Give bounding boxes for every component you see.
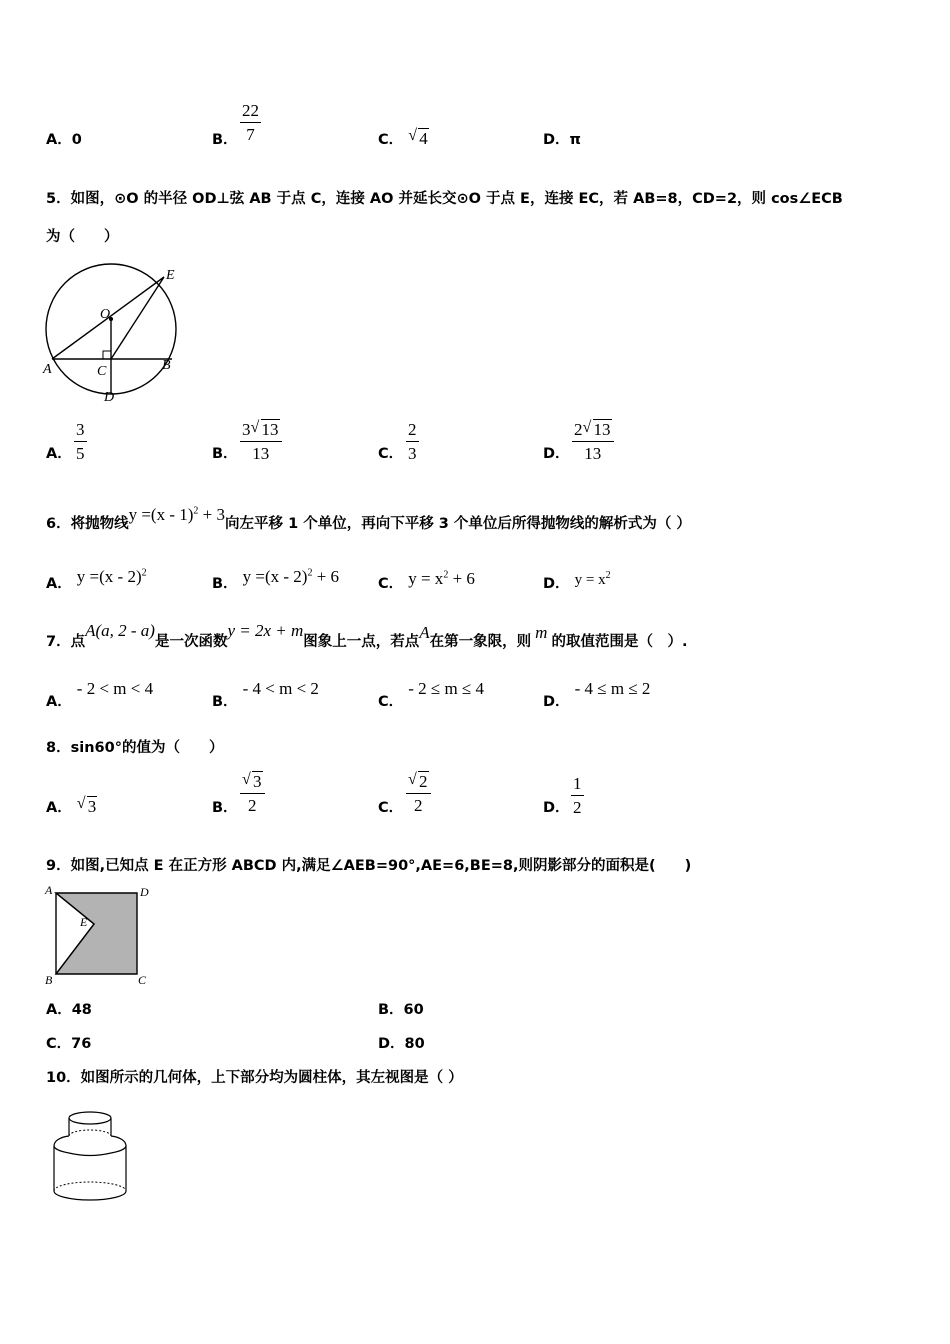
option-label: A．: [46, 132, 72, 148]
q9-option-c[interactable]: C．76: [46, 1036, 92, 1052]
q9-option-d[interactable]: D．80: [378, 1036, 425, 1052]
base-top-back-left: [54, 1136, 69, 1146]
sqrt-expression: √ 3: [76, 795, 97, 816]
label-c: C: [138, 973, 147, 987]
numerator: √ 3: [240, 772, 265, 794]
q10-cylinder-figure: [48, 1106, 132, 1208]
q6-option-a[interactable]: A． y =(x - 2)$^2$: [46, 567, 147, 592]
numerator: 3: [74, 420, 87, 442]
numerator: 1: [571, 774, 584, 796]
q8-option-b-fraction: [240, 772, 265, 816]
q8-option-a[interactable]: A． √ 3: [46, 795, 97, 816]
denominator: 13: [252, 444, 270, 463]
label-b: B: [162, 358, 171, 373]
q5-stem-line2: 为（ ）: [46, 229, 119, 245]
q5-option-d-label[interactable]: D．: [543, 446, 570, 462]
q4-option-b-fraction: [240, 101, 261, 145]
label-o: O: [100, 307, 111, 322]
q4-option-c[interactable]: [378, 128, 429, 149]
q5-stem-line1: 5．如图，⊙O 的半径 OD⊥弦 AB 于点 C，连接 AO 并延长交⊙O 于点 E，连接 EC，若 AB=8，CD=2，则 cos∠ECB: [46, 191, 843, 207]
q5-option-a-fraction: [74, 420, 87, 464]
label-c: C: [97, 364, 107, 379]
q6-stem: 6．将抛物线y =(x - 1)$^2$ + 3向左平移 1 个单位，再向下平移 3 个单位后所得抛物线的解析式为（ ）: [46, 505, 691, 532]
q9-stem: 9．如图,已知点 E 在正方形 ABCD 内,满足∠AEB=90°,AE=6,BE=8,则阴影部分的面积是( ): [46, 858, 692, 874]
q6-option-c[interactable]: C． $y = x^2 + 6$: [378, 569, 475, 592]
base-top-front-right: [111, 1146, 126, 1153]
q5-option-b-fraction: [240, 420, 282, 464]
label-e: E: [166, 268, 175, 283]
denominator: 2: [414, 796, 423, 815]
option-value: 0: [71, 132, 82, 148]
denominator: 2: [248, 796, 257, 815]
q9-square-figure: [42, 882, 154, 988]
q9-option-b[interactable]: B．60: [378, 1002, 424, 1018]
base-top-front-left: [54, 1146, 69, 1153]
q8-option-d-fraction: [571, 774, 584, 818]
numerator: 3 √ 13: [240, 420, 282, 442]
q8-option-c-fraction: [406, 772, 431, 816]
base-cylinder-bottom-hidden: [54, 1182, 126, 1191]
denominator: 5: [76, 444, 85, 463]
q5-circle-figure: [42, 255, 182, 403]
q5-option-c-fraction: [406, 420, 419, 464]
denominator: 13: [584, 444, 602, 463]
q7-stem: 7．点A(a, 2 - a)是一次函数y = 2x + m图象上一点，若点A在第一象限，则 m 的取值范围是（ ）.: [46, 621, 688, 650]
q6-option-b[interactable]: B． y =(x - 2)$^2$ + 6: [212, 567, 340, 592]
denominator: 3: [408, 444, 417, 463]
sqrt-expression: √ 13: [582, 419, 611, 439]
q5-option-d-fraction: [572, 420, 614, 464]
label-a: A: [43, 362, 52, 377]
numerator: 2 √ 13: [572, 420, 614, 442]
label-e: E: [80, 915, 88, 929]
q4-option-b-label[interactable]: B．: [212, 132, 238, 148]
q6-expression: y =(x - 1)$^2$ + 3: [128, 505, 226, 524]
segment-ce: [111, 277, 164, 359]
label-d: D: [104, 390, 115, 403]
option-label: C．: [378, 132, 404, 148]
q7-function: y = 2x + m: [227, 621, 304, 640]
q4-option-a[interactable]: [46, 128, 82, 149]
denominator: 7: [246, 125, 255, 144]
q8-option-d-label[interactable]: D．: [543, 800, 570, 816]
q8-stem: 8．sin60°的值为（ ）: [46, 740, 224, 756]
option-label: D．: [543, 132, 570, 148]
base-cylinder-bottom-front: [54, 1191, 126, 1200]
numerator: 2: [406, 420, 419, 442]
q8-option-c-label[interactable]: C．: [378, 800, 404, 816]
numerator: √ 2: [406, 772, 431, 794]
sqrt-expression: √ 13: [250, 419, 279, 439]
q6-option-d[interactable]: D． $y = x^2$: [543, 570, 611, 592]
right-angle-mark: [103, 351, 111, 359]
q5-option-a-label[interactable]: A．: [46, 446, 72, 462]
q10-stem: 10．如图所示的几何体，上下部分均为圆柱体，其左视图是（ ）: [46, 1070, 463, 1086]
label-a: A: [45, 883, 53, 897]
q7-option-d[interactable]: D． - 4 ≤ m ≤ 2: [543, 679, 651, 710]
q7-point: A(a, 2 - a): [85, 621, 155, 640]
q9-option-a[interactable]: A．48: [46, 1002, 92, 1018]
sqrt-expression: √ 4: [408, 127, 428, 148]
top-cylinder-hidden-base: [69, 1130, 111, 1136]
label-b: B: [45, 973, 53, 987]
option-value: π: [569, 132, 582, 148]
q5-option-b-label[interactable]: B．: [212, 446, 238, 462]
base-top-front-mid: [69, 1153, 111, 1156]
q5-option-c-label[interactable]: C．: [378, 446, 404, 462]
shaded-region: [56, 893, 137, 974]
q7-option-a[interactable]: A． - 2 < m < 4: [46, 679, 154, 710]
base-top-back-right: [111, 1136, 126, 1146]
q7-option-c[interactable]: C． - 2 ≤ m ≤ 4: [378, 679, 485, 710]
top-cylinder-top: [69, 1112, 111, 1124]
q7-option-b[interactable]: B． - 4 < m < 2: [212, 679, 319, 710]
label-d: D: [140, 885, 149, 899]
q4-option-d[interactable]: [543, 128, 581, 149]
denominator: 2: [573, 798, 582, 817]
numerator: 22: [240, 101, 261, 123]
q8-option-b-label[interactable]: B．: [212, 800, 238, 816]
